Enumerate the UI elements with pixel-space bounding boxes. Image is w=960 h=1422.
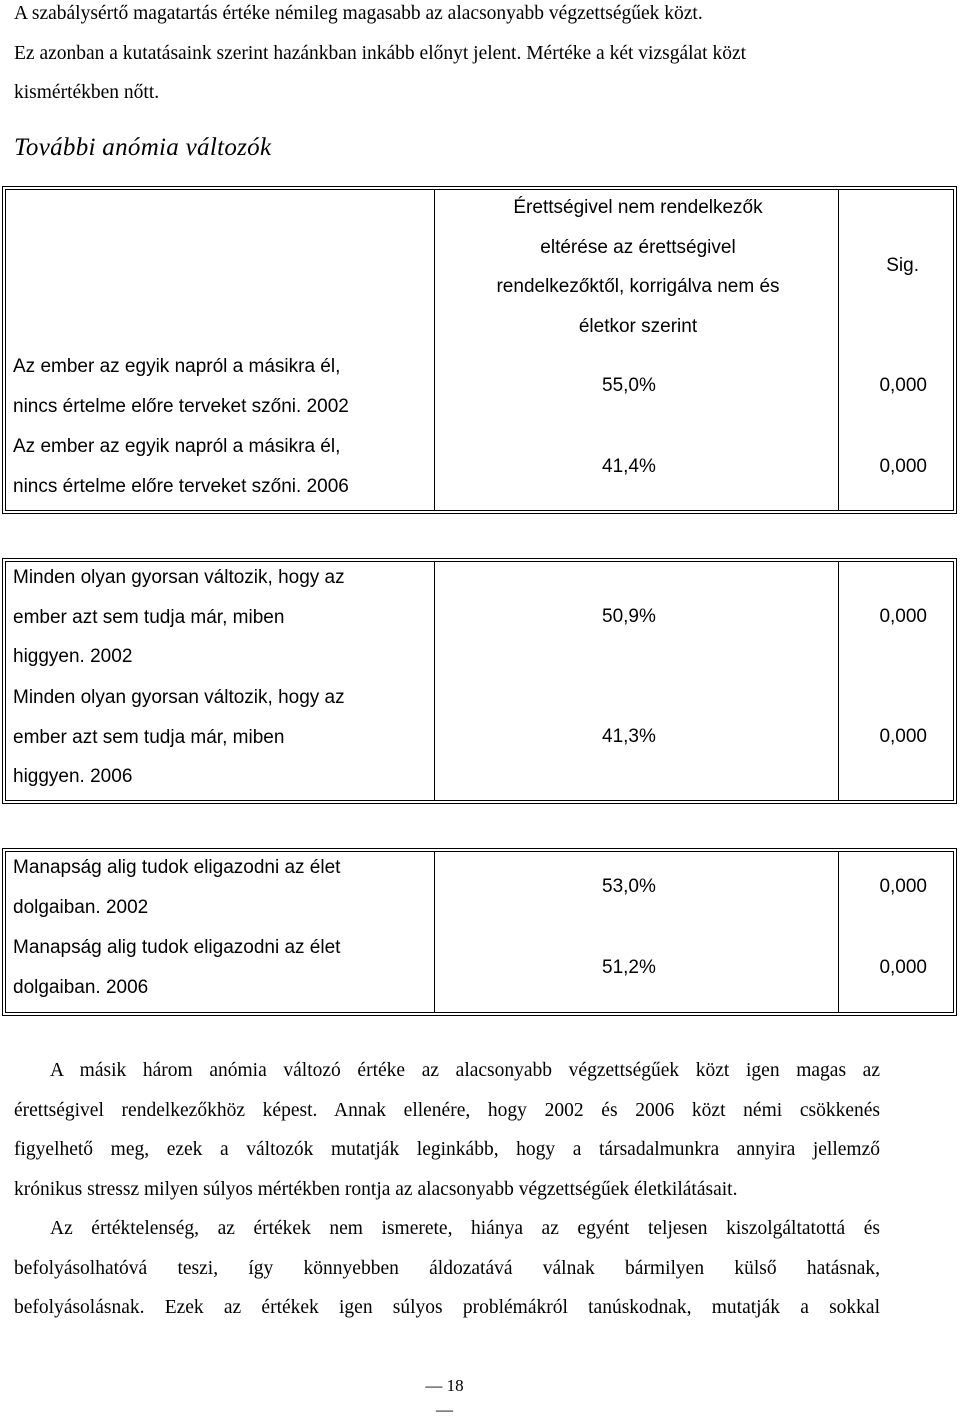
sig-value: 0,000	[879, 375, 927, 396]
intro-paragraph	[14, 0, 880, 113]
sig-value: 0,000	[879, 957, 927, 978]
label-line: Az ember az egyik napról a másikra él,	[13, 436, 341, 457]
row-label	[13, 848, 433, 927]
row-label	[13, 558, 433, 677]
page-number-value: 18	[446, 1376, 464, 1395]
text-line: érettségivel rendelkezőkhöz képest. Annak ellenére, hogy 2002 és 2006 közt némi csökkenés	[14, 1099, 880, 1121]
text-line: befolyásolásnak. Ezek az értékek igen súlyos problémákról tanúskodnak, mutatják a sokkal	[14, 1297, 880, 1318]
label-line: higgyen. 2006	[13, 766, 133, 787]
row-label	[13, 928, 433, 1007]
column-divider	[434, 851, 435, 1013]
page-number-dash: —	[436, 1400, 453, 1419]
label-line: Minden olyan gyorsan változik, hogy az	[13, 567, 345, 588]
pct-value: 41,3%	[602, 726, 656, 747]
text-line: figyelhető meg, ezek a változók mutatják leginkább, hogy a társadalmunkra annyira jellemző	[14, 1139, 880, 1160]
header-line: életkor szerint	[578, 315, 698, 337]
text-line: krónikus stressz milyen súlyos mértékben rontja az alacsonyabb végzettségűek életkilátásait.	[14, 1178, 738, 1200]
label-line: Az ember az egyik napról a másikra él,	[13, 356, 341, 377]
column-divider	[434, 561, 435, 801]
label-line: dolgaiban. 2002	[13, 896, 149, 918]
text-line: kismértékben nőtt.	[14, 82, 160, 103]
label-line: ember azt sem tudja már, miben	[13, 726, 285, 748]
header-line: eltérése az érettségivel	[540, 236, 736, 258]
sig-value: 0,000	[879, 726, 927, 747]
pct-value: 55,0%	[602, 375, 656, 396]
column-divider	[434, 189, 435, 511]
results-table-part-1	[2, 186, 957, 514]
label-line: nincs értelme előre terveket szőni. 2006	[13, 475, 349, 497]
row-label	[13, 427, 433, 506]
label-line: dolgaiban. 2006	[13, 976, 149, 998]
body-paragraph-2	[14, 1209, 880, 1328]
text-line: A másik három anómia változó értéke az alacsonyabb végzettségűek közt igen magas az	[50, 1060, 880, 1081]
header-line: rendelkezőktől, korrigálva nem és	[496, 276, 780, 297]
row-label	[13, 347, 433, 426]
text-line: Az értéktelenség, az értékek nem ismerete, hiánya az egyént teljesen kiszolgáltatottá és	[50, 1218, 880, 1239]
label-line: Manapság alig tudok eligazodni az élet	[13, 937, 341, 958]
row-label	[13, 678, 433, 797]
header-line: Érettségivel nem rendelkezők	[513, 197, 763, 218]
sig-value: 0,000	[879, 606, 927, 627]
pct-value: 51,2%	[602, 957, 656, 978]
label-line: Manapság alig tudok eligazodni az élet	[13, 857, 341, 878]
section-heading: További anómia változók	[14, 134, 272, 161]
sig-value: 0,000	[879, 456, 927, 477]
body-paragraph-1	[14, 1051, 880, 1209]
label-line: Minden olyan gyorsan változik, hogy az	[13, 687, 345, 708]
column-header-difference	[442, 188, 834, 346]
label-line: higgyen. 2002	[13, 646, 133, 667]
text-line: A szabálysértő magatartás értéke némileg magasabb az alacsonyabb végzettségűek közt.	[14, 3, 703, 24]
label-line: ember azt sem tudja már, miben	[13, 606, 285, 628]
results-table-part-2	[2, 558, 957, 804]
pct-value: 53,0%	[602, 876, 656, 897]
column-header-sig: Sig.	[886, 255, 919, 276]
pct-value: 41,4%	[602, 456, 656, 477]
page-number	[417, 1374, 472, 1422]
text-line: Ez azonban a kutatásaink szerint hazánkban inkább előnyt jelent. Mértéke a két vizsgálat közt	[14, 42, 747, 64]
pct-value: 50,9%	[602, 606, 656, 627]
text-line: befolyásolhatóvá teszi, így könnyebben áldozatává válnak bármilyen külső hatásnak,	[14, 1257, 880, 1279]
results-table-part-3	[2, 848, 957, 1016]
label-line: nincs értelme előre terveket szőni. 2002	[13, 395, 349, 417]
page-number-dash: —	[425, 1376, 447, 1395]
sig-value: 0,000	[879, 876, 927, 897]
